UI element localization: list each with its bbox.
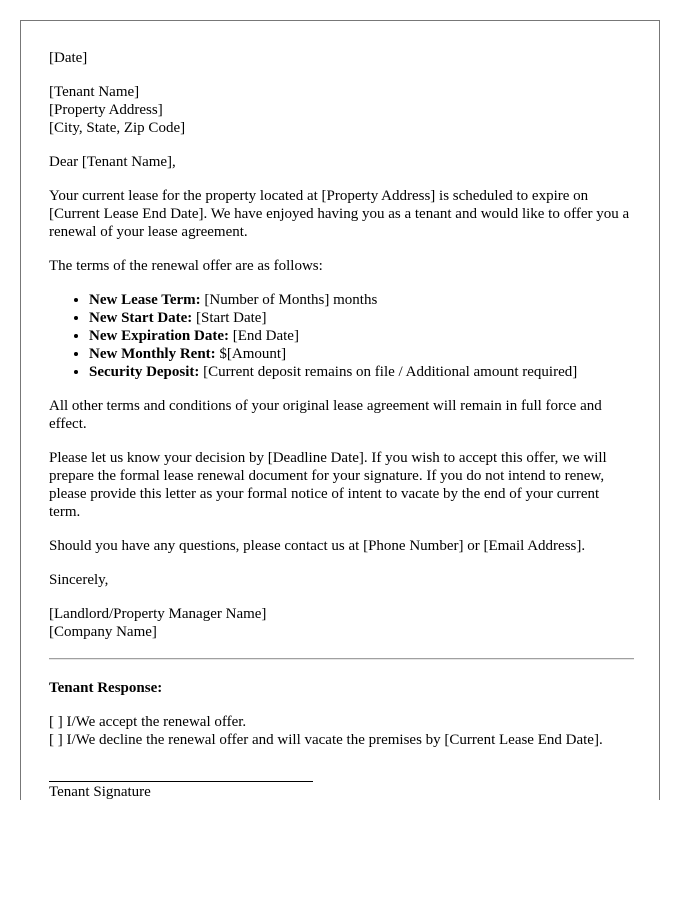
- term-label: New Lease Term:: [89, 292, 201, 308]
- terms-list: [49, 291, 634, 381]
- term-value: [Start Date]: [192, 310, 267, 326]
- recipient-block: [49, 83, 634, 137]
- response-heading: [49, 679, 634, 697]
- term-lease-term: [89, 291, 634, 309]
- term-expiration-date: [89, 327, 634, 345]
- letter-page: [20, 20, 660, 800]
- response-options: [49, 713, 634, 749]
- signer-block: [49, 605, 634, 641]
- questions-paragraph: Should you have any questions, please contact us at [Phone Number] or [Email Address].: [49, 538, 586, 554]
- letter-content: [49, 49, 634, 800]
- accept-option[interactable]: [ ] I/We accept the renewal offer.: [49, 714, 247, 730]
- other-terms-paragraph: All other terms and conditions of your original lease agreement will remain in full force and effect.: [49, 398, 602, 432]
- term-label: New Expiration Date:: [89, 328, 229, 344]
- recipient-address: [Property Address]: [49, 102, 163, 118]
- decision-paragraph: Please let us know your decision by [Deadline Date]. If you wish to accept this offer, we will prepare the formal lease renewal document for your signature. If you do not intend to renew, please provide this letter as your formal notice of intent to vacate by the end of your current term.: [49, 450, 607, 520]
- term-label: New Start Date:: [89, 310, 193, 326]
- term-security-deposit: [89, 363, 634, 381]
- response-heading-text: Tenant Response:: [49, 680, 163, 696]
- signer-company: [Company Name]: [49, 624, 157, 640]
- term-value: [Current deposit remains on file / Additional amount required]: [199, 364, 578, 380]
- term-value: [Number of Months] months: [200, 292, 378, 308]
- recipient-name: [Tenant Name]: [49, 84, 140, 100]
- term-value: [End Date]: [228, 328, 299, 344]
- term-monthly-rent: [89, 345, 634, 363]
- term-label: Security Deposit:: [89, 364, 200, 380]
- decline-option[interactable]: [ ] I/We decline the renewal offer and will vacate the premises by [Current Lease End Date].: [49, 732, 603, 748]
- terms-intro: The terms of the renewal offer are as follows:: [49, 258, 323, 274]
- signer-name: [Landlord/Property Manager Name]: [49, 606, 267, 622]
- term-label: New Monthly Rent:: [89, 346, 216, 362]
- intro-paragraph: Your current lease for the property located at [Property Address] is scheduled to expire on [Current Lease End Date]. We have enjoyed having you as a tenant and would like to offer you a renewal of your lease agreement.: [49, 188, 630, 240]
- salutation: Dear [Tenant Name],: [49, 154, 176, 170]
- closing: Sincerely,: [49, 572, 109, 588]
- letter-date: [Date]: [49, 50, 88, 66]
- signature-label: Tenant Signature: [49, 784, 151, 800]
- term-start-date: [89, 309, 634, 327]
- recipient-city-state-zip: [City, State, Zip Code]: [49, 120, 186, 136]
- signature-line[interactable]: [49, 781, 313, 800]
- term-value: $[Amount]: [215, 346, 287, 362]
- section-divider: [49, 658, 634, 660]
